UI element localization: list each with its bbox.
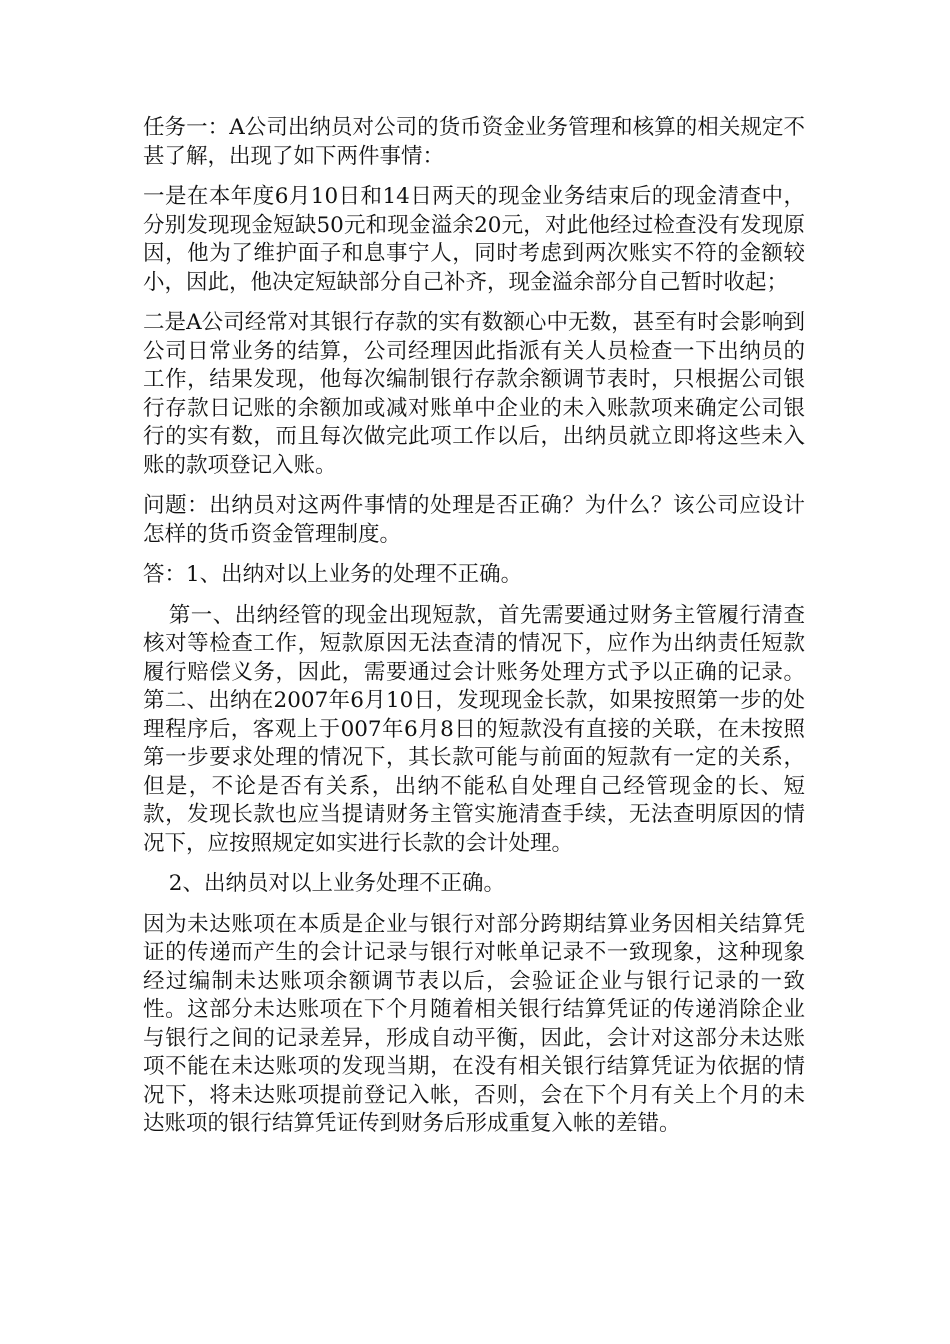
task-intro-paragraph: 任务一：A公司出纳员对公司的货币资金业务管理和核算的相关规定不甚了解，出现了如下两件事情：	[143, 115, 805, 169]
answer-two-detail-paragraph: 因为未达账项在本质是企业与银行对部分跨期结算业务因相关结算凭证的传递而产生的会计记录与银行对帐单记录不一致现象，这种现象经过编制未达账项余额调节表以后，会验证企业与银行记录的一致性。这部分未达账项在下个月随着相关银行结算凭证的传递消除企业与银行之间的记录差异，形成自动平衡，因此，会计对这部分未达账项不能在未达账项的发现当期，在没有相关银行结算凭证为依据的情况下，将未达账项提前登记入帐，否则，会在下个月有关上个月的未达账项的银行结算凭证传到财务后形成重复入帐的差错。	[143, 911, 805, 1136]
document-page	[143, 114, 805, 1151]
case-two-paragraph: 二是A公司经常对其银行存款的实有数额心中无数，甚至有时会影响到公司日常业务的结算，公司经理因此指派有关人员检查一下出纳员的工作，结果发现，他每次编制银行存款余额调节表时，只根据公司银行存款日记账的余额加或减对账单中企业的未入账款项来确定公司银行的实有数，而且每次做完此项工作以后，出纳员就立即将这些未入账的款项登记入账。	[143, 310, 805, 478]
case-one-paragraph: 一是在本年度6月10日和14日两天的现金业务结束后的现金清查中，分别发现现金短缺50元和现金溢余20元，对此他经过检查没有发现原因，他为了维护面子和息事宁人，同时考虑到两次账实不符的金额较小，因此，他决定短缺部分自己补齐，现金溢余部分自己暂时收起；	[143, 184, 805, 295]
question-paragraph: 问题：出纳员对这两件事情的处理是否正确？为什么？该公司应设计怎样的货币资金管理制度。	[143, 493, 805, 547]
answer-two-heading-paragraph: 2、出纳员对以上业务处理不正确。	[168, 871, 505, 896]
answer-heading-paragraph: 答：1、出纳对以上业务的处理不正确。	[143, 562, 523, 587]
answer-one-detail-paragraph: 第一、出纳经管的现金出现短款，首先需要通过财务主管履行清查核对等检查工作，短款原因无法查清的情况下，应作为出纳责任短款履行赔偿义务，因此，需要通过会计账务处理方式予以正确的记录。 第二、出纳在2007年6月10日，发现现金长款，如果按照第一步的处理程序后，客观上于007年6月8日的短款没有直接的关联，在未按照第一步要求处理的情况下，其长款可能与前面的短款有一定的关系，但是，不论是否有关系，出纳不能私自处理自己经管现金的长、短款，发现长款也应当提请财务主管实施清查手续，无法查明原因的情况下，应按照规定如实进行长款的会计处理。	[143, 602, 805, 856]
